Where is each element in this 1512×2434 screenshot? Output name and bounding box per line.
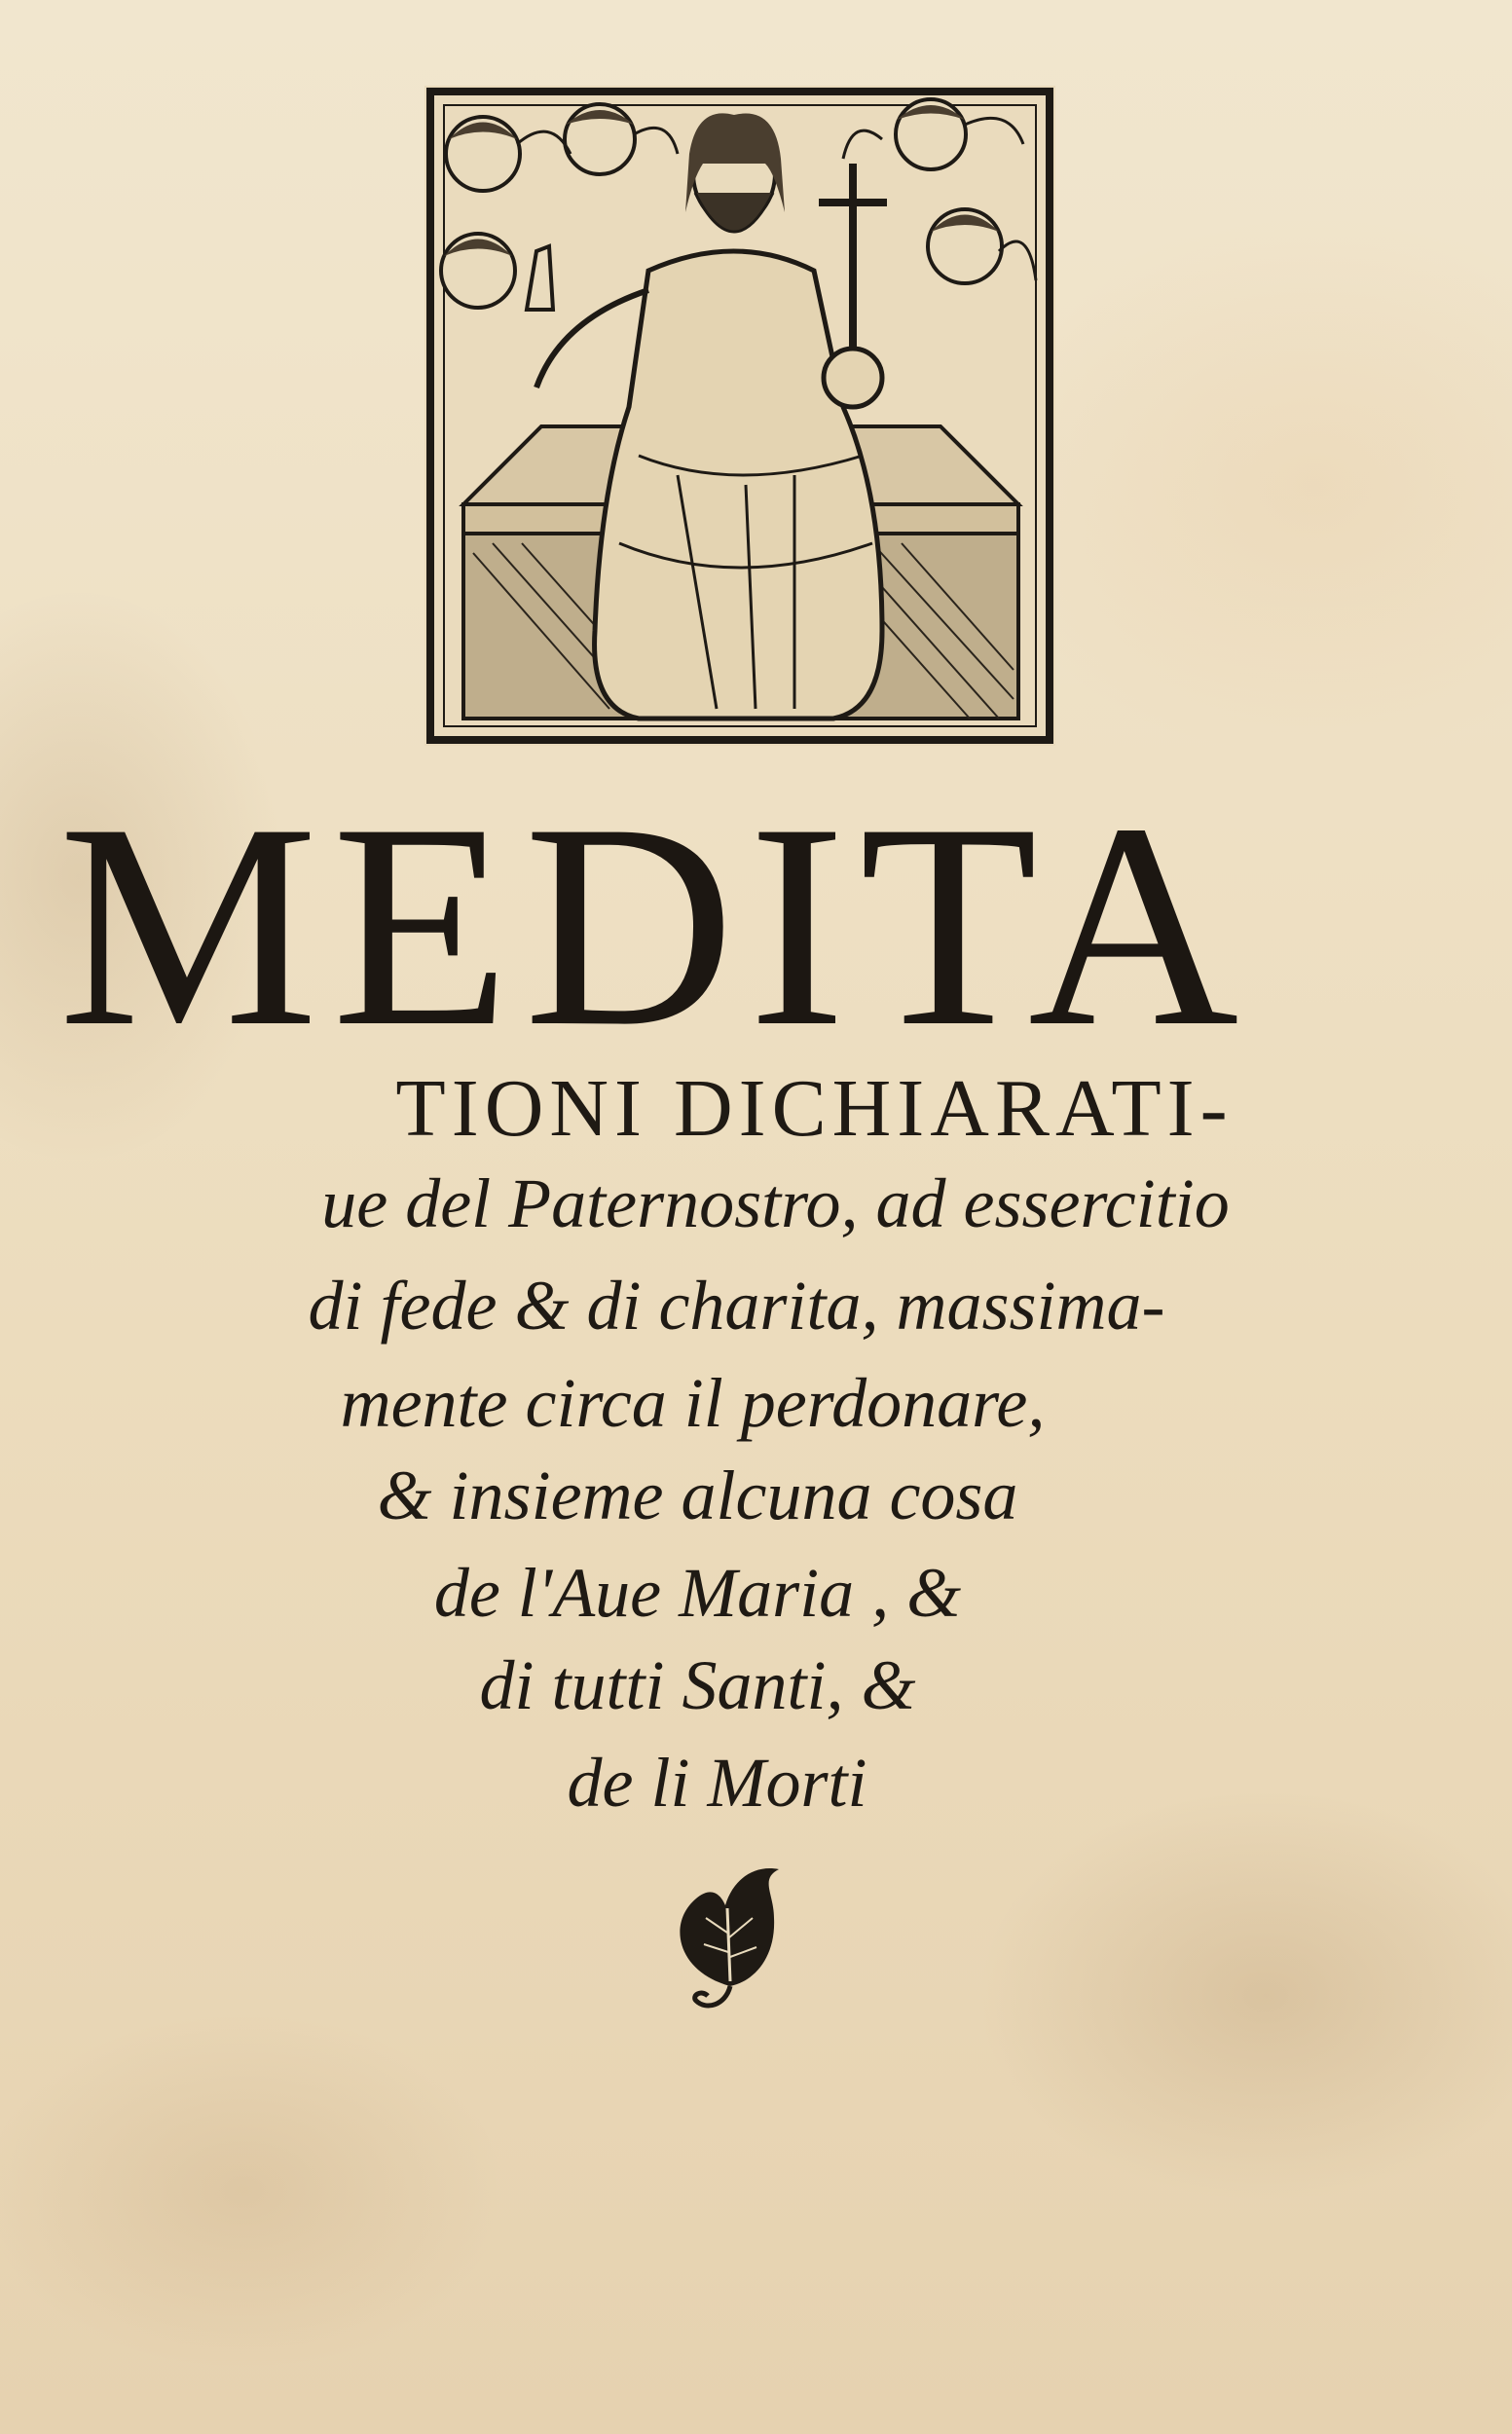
- title-line-4: & insieme alcuna cosa: [377, 1457, 1018, 1534]
- title-line-1: ue del Paternostro, ad essercitio: [321, 1164, 1230, 1242]
- title-line-5: de l'Aue Maria , &: [433, 1554, 962, 1632]
- woodcut-illustration: [424, 86, 1055, 746]
- title-caps-line: TIONI DICHIARATI-: [395, 1063, 1234, 1154]
- fleuron-leaf-icon: [667, 1864, 793, 2030]
- title-line-2: di fede & di charita, massima-: [308, 1267, 1165, 1345]
- title-main: MEDITA: [58, 763, 1253, 1087]
- title-line-6: di tutti Santi, &: [479, 1646, 916, 1724]
- title-line-3: mente circa il perdonare,: [340, 1364, 1046, 1442]
- title-line-7: de li Morti: [567, 1744, 867, 1822]
